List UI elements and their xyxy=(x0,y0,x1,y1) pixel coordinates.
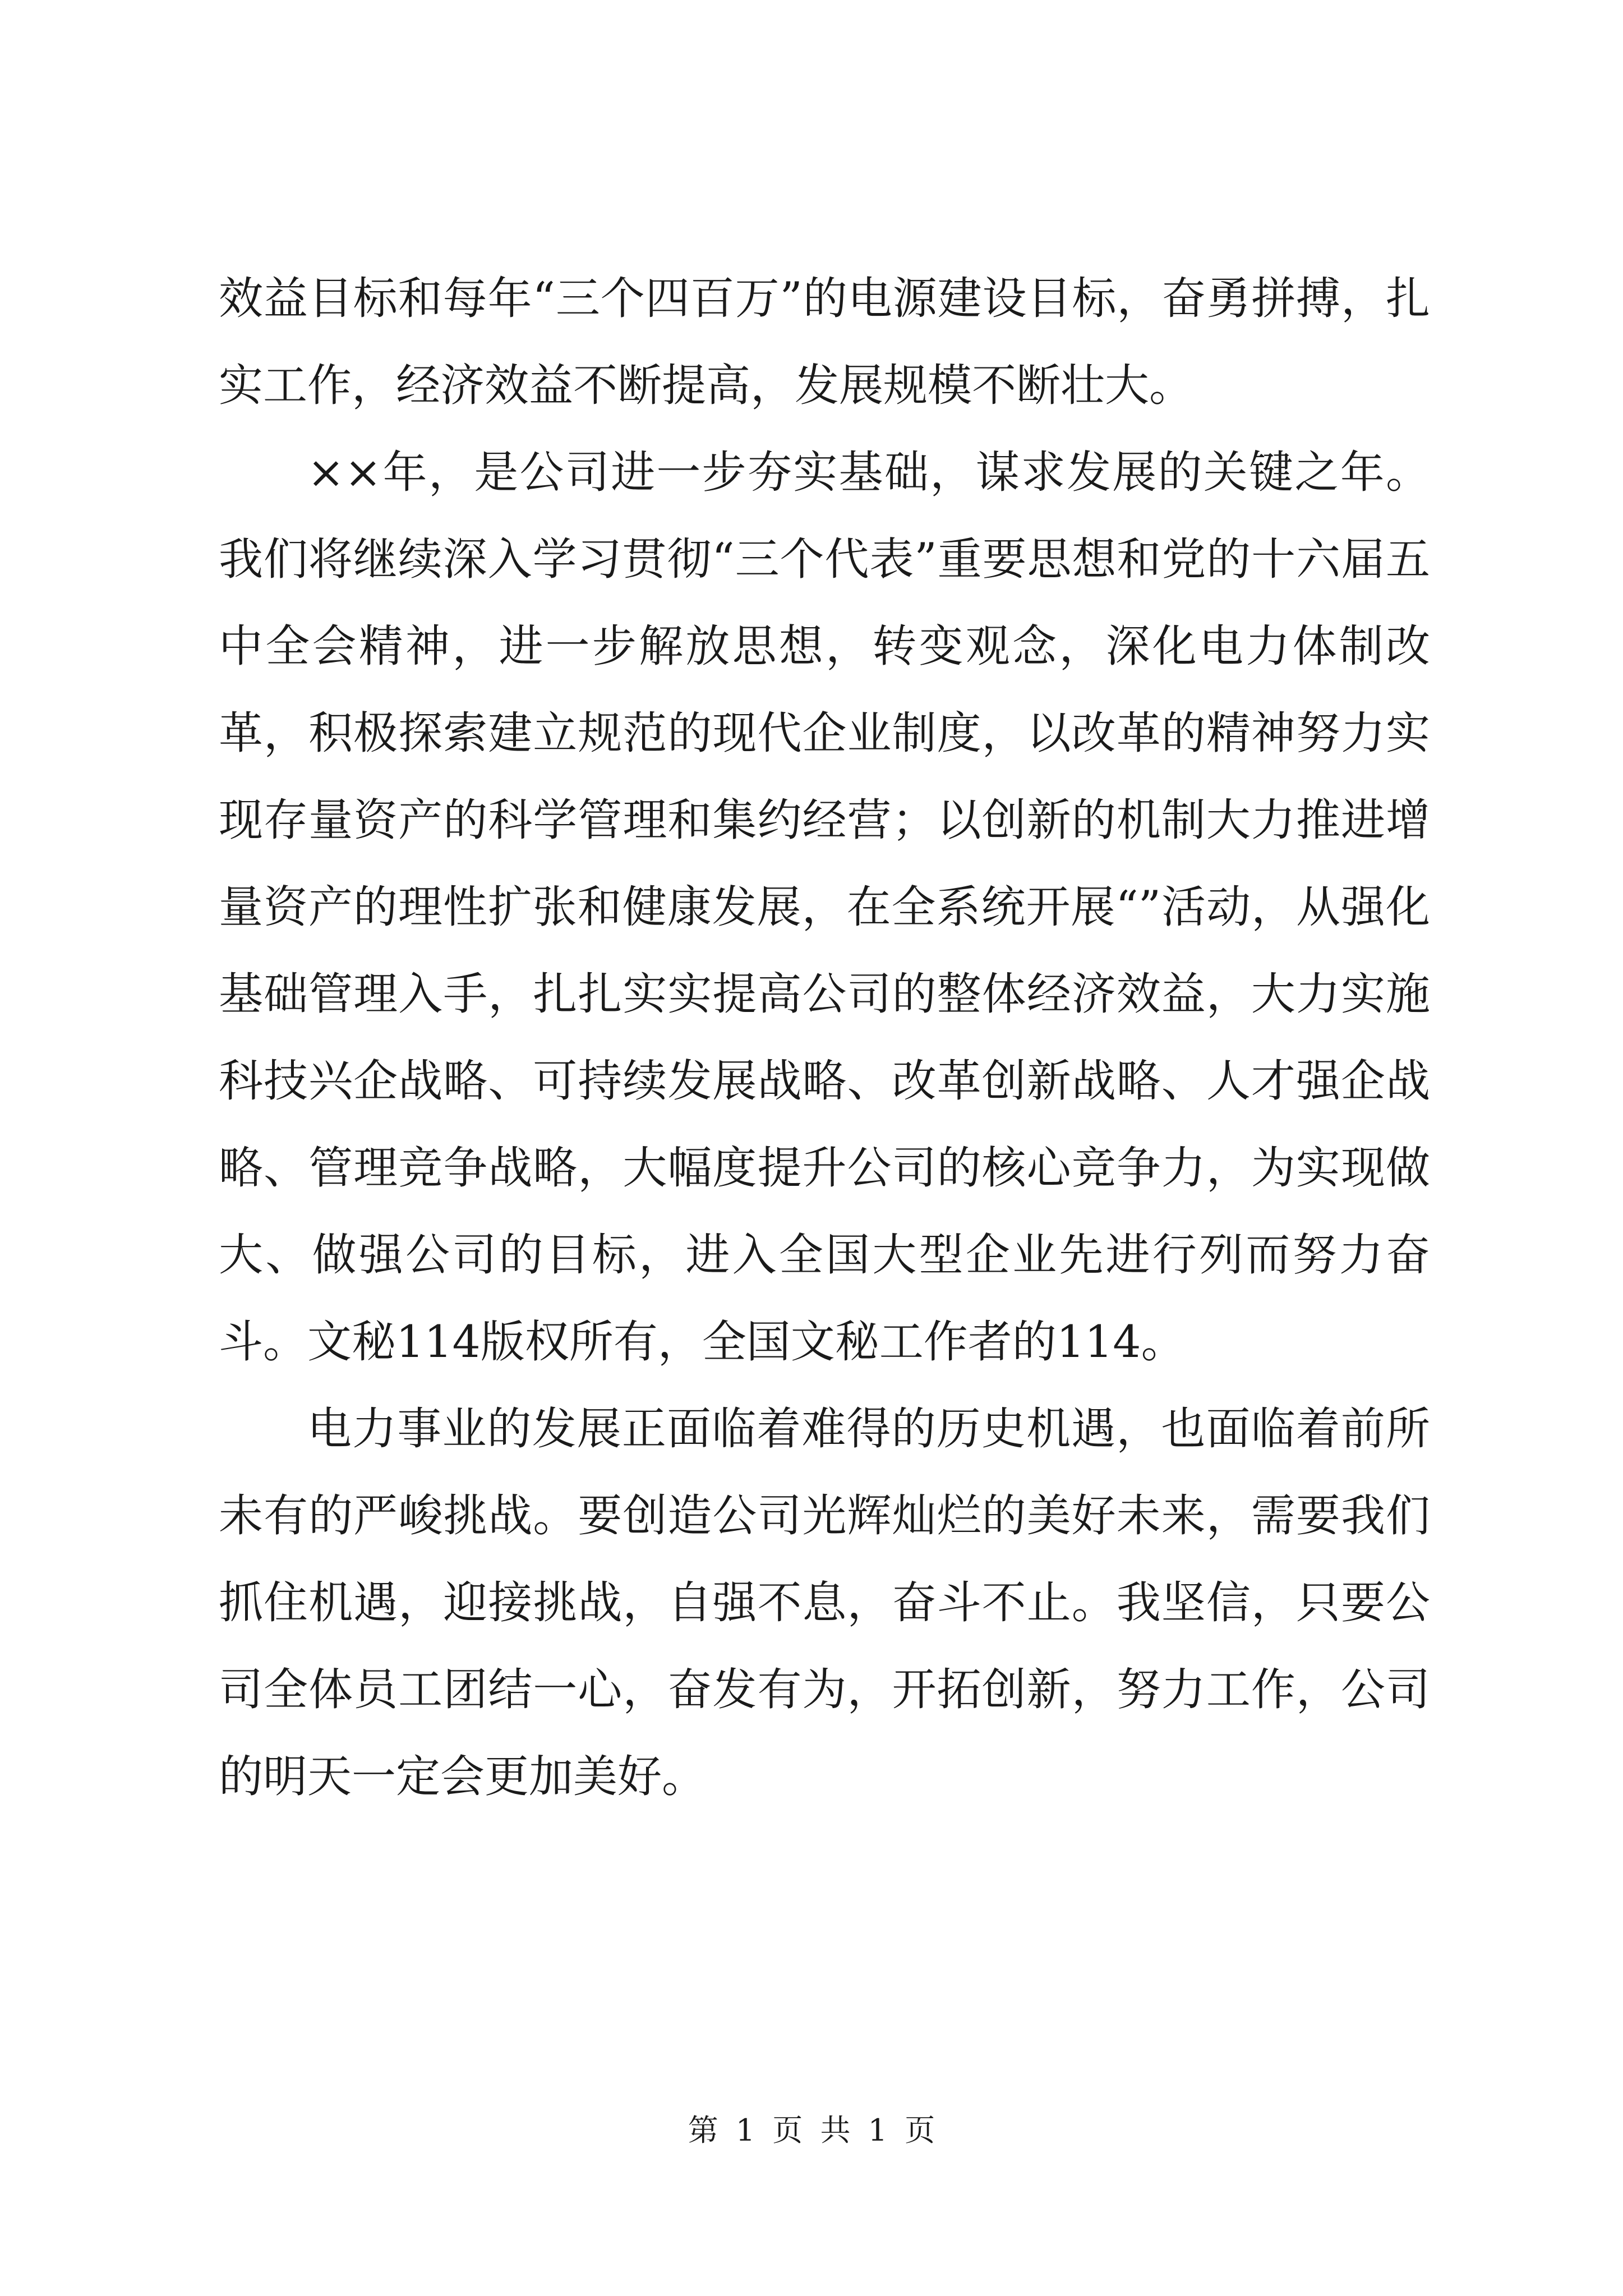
paragraph-2: ××年，是公司进一步夯实基础，谋求发展的关键之年。我们将继续深入学习贯彻“三个代表”重要思想和党的十六届五中全会精神，进一步解放思想，转变观念，深化电力体制改革，积极探索建立规范的现代企业制度，以改革的精神努力实现存量资产的科学管理和集约经营；以创新的机制大力推进增量资产的理性扩张和健康发展，在全系统开展“”活动，从强化基础管理入手，扎扎实实提高公司的整体经济效益，大力实施科技兴企战略、可持续发展战略、改革创新战略、人才强企战略、管理竞争战略，大幅度提升公司的核心竞争力，为实现做大、做强公司的目标，进入全国大型企业先进行列而努力奋斗。文秘114版权所有，全国文秘工作者的114。 xyxy=(219,447,1430,1368)
document-body xyxy=(219,255,1430,1820)
paragraph-3: 电力事业的发展正面临着难得的历史机遇，也面临着前所未有的严峻挑战。要创造公司光辉灿烂的美好未来，需要我们抓住机遇，迎接挑战，自强不息，奋斗不止。我坚信，只要公司全体员工团结一心，奋发有为，开拓创新，努力工作，公司的明天一定会更加美好。 xyxy=(219,1403,1430,1802)
paragraph-1: 效益目标和每年“三个四百万”的电源建设目标，奋勇拼搏，扎实工作，经济效益不断提高，发展规模不断壮大。 xyxy=(219,273,1430,411)
page-footer: 第 1 页 共 1 页 xyxy=(688,2113,935,2148)
